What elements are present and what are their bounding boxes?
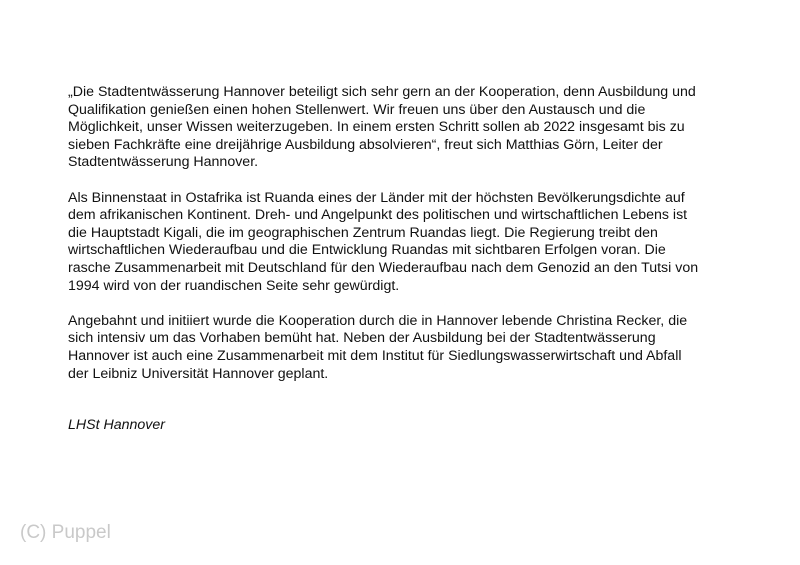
paragraph-cooperation: Angebahnt und initiiert wurde die Kooperation durch die in Hannover lebende Christina Recker, die sich intensiv um das Vorhaben bemüht hat. Neben der Ausbildung bei der Stadtentwässerung Hannover ist auch eine Zusammenarbeit mit dem Institut für Siedlungswasserwirtschaft und Abfall der Leibniz Universität Hannover geplant. — [68, 312, 688, 382]
paragraph-quote: „Die Stadtentwässerung Hannover beteiligt sich sehr gern an der Kooperation, denn Ausbildung und Qualifikation genießen einen hohen Stellenwert. Wir freuen uns über den Austausch und die Möglichkeit, unser Wissen weiterzugeben. In einem ersten Schritt sollen ab 2022 insgesamt bis zu sieben Fachkräfte eine dreijährige Ausbildung absolvieren“, freut sich Matthias Görn, Leiter der Stadtentwässerung Hannover. — [68, 84, 696, 171]
signature: LHSt Hannover — [68, 417, 165, 434]
copyright-watermark: (C) Puppel — [20, 522, 111, 543]
document-body — [68, 84, 758, 435]
paragraph-rwanda: Als Binnenstaat in Ostafrika ist Ruanda eines der Länder mit der höchsten Bevölkerungsdichte auf dem afrikanischen Kontinent. Dreh- und Angelpunkt des politischen und wirtschaftlichen Lebens ist die Hauptstadt Kigali, die im geographischen Zentrum Ruandas liegt. Die Regierung treibt den wirtschaftlichen Wiederaufbau und die Entwicklung Ruandas mit sichtbaren Erfolgen voran. Die rasche Zusammenarbeit mit Deutschland für den Wiederaufbau nach dem Genozid an den Tutsi von 1994 wird von der ruandischen Seite sehr gewürdigt. — [68, 189, 699, 294]
